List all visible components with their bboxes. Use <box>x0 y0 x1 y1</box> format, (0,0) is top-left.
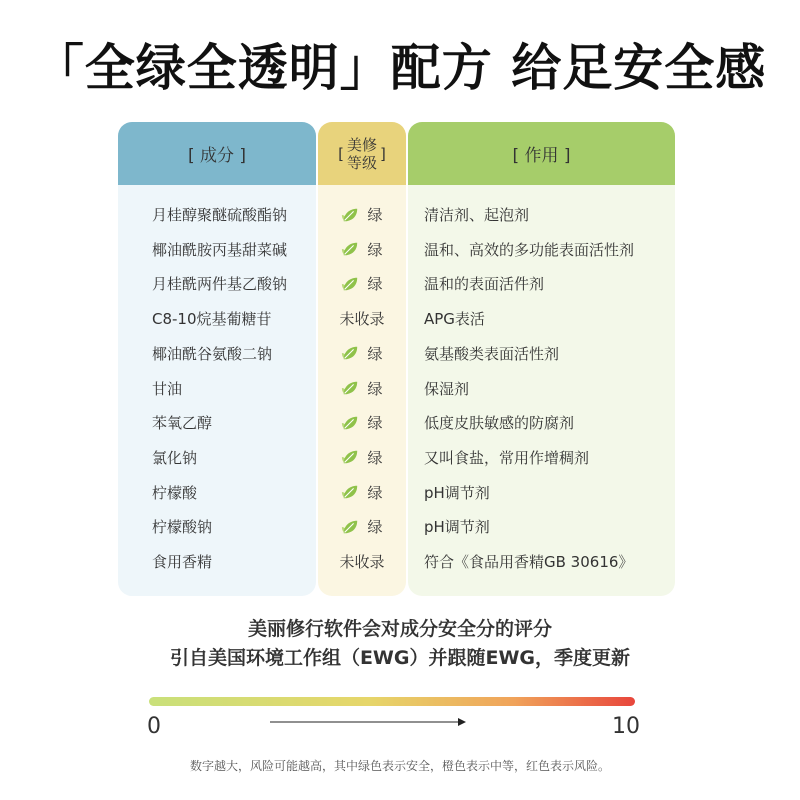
scale-max-label: 10 <box>612 714 640 739</box>
grade-header <box>318 122 406 185</box>
headline: 「全绿全透明」配方 给足安全感 <box>33 39 767 97</box>
grade-label: 绿 <box>367 379 383 398</box>
table-row <box>0 371 800 406</box>
grade-cell <box>318 516 406 537</box>
risk-footnote: 数字越大，风险可能越高，其中绿色表示安全，橙色表示中等，红色表示风险。 <box>189 759 610 773</box>
ingredient-name: 椰油酰谷氨酸二钠 <box>152 344 273 363</box>
ingredient-function: 温和、高效的多功能表面活性剂 <box>424 240 635 259</box>
ingredient-name: 柠檬酸钠 <box>152 518 213 537</box>
grade-label: 绿 <box>367 240 383 259</box>
leaf-icon <box>341 483 359 501</box>
grade-cell <box>318 273 406 294</box>
ingredient-name: 月桂醇聚醚硫酸酯钠 <box>152 206 288 224</box>
ingredient-function: 温和的表面活件剂 <box>424 275 545 294</box>
grade-cell <box>318 308 406 329</box>
grade-label: 绿 <box>367 483 383 502</box>
table-row <box>0 301 800 336</box>
ingredient-function: pH调节剂 <box>424 483 490 502</box>
table-row <box>0 440 800 475</box>
ingredient-name: 苯氧乙醇 <box>152 414 213 433</box>
grade-label: 绿 <box>367 448 383 467</box>
grade-label: 绿 <box>367 344 383 363</box>
leaf-icon <box>341 379 359 397</box>
grade-label: 绿 <box>367 518 383 537</box>
leaf-icon <box>341 275 359 293</box>
leaf-icon <box>341 240 359 258</box>
grade-header-open-bracket: [ <box>338 144 344 163</box>
arrow-right-icon <box>270 716 466 728</box>
ingredient-name: 椰油酰胺丙基甜菜碱 <box>152 240 288 259</box>
grade-cell <box>318 447 406 468</box>
ingredient-function: 保湿剂 <box>424 379 470 398</box>
table-row <box>0 405 800 440</box>
table-row <box>0 509 800 544</box>
grade-cell <box>318 378 406 399</box>
grade-label: 未收录 <box>339 310 385 329</box>
grade-cell <box>318 343 406 364</box>
grade-label: 未收录 <box>339 553 385 571</box>
ingredient-name: 甘油 <box>152 379 183 398</box>
table-row <box>0 232 800 267</box>
rating-note-line1: 美丽修行软件会对成分安全分的评分 <box>247 618 552 640</box>
ingredient-function: 低度皮肤敏感的防腐剂 <box>424 414 575 433</box>
table-row <box>0 197 800 232</box>
leaf-icon <box>341 518 359 536</box>
leaf-icon <box>341 344 359 362</box>
function-header: [ 作用 ] <box>408 122 675 185</box>
grade-label: 绿 <box>367 275 383 294</box>
grade-header-close-bracket: ] <box>380 144 386 163</box>
table-row <box>0 266 800 301</box>
ingredient-name: C8-10烷基葡糖苷 <box>152 310 272 329</box>
grade-label: 绿 <box>367 414 383 433</box>
ingredient-name: 氯化钠 <box>152 448 198 467</box>
risk-gradient-bar <box>149 697 635 706</box>
ingredient-function: 又叫食盐，常用作增稠剂 <box>424 448 590 467</box>
grade-cell <box>318 412 406 433</box>
grade-label: 绿 <box>367 206 383 224</box>
ingredient-function: 氨基酸类表面活性剂 <box>424 344 560 363</box>
table-row <box>0 336 800 371</box>
grade-cell <box>318 482 406 503</box>
ingredient-name: 月桂酰两件基乙酸钠 <box>152 275 288 294</box>
leaf-icon <box>341 414 359 432</box>
grade-header-line2: 等级 <box>346 153 377 172</box>
ingredient-function: 清洁剂、起泡剂 <box>424 206 530 224</box>
ingredient-function: APG表活 <box>424 310 485 329</box>
rating-note-line2: 引自美国环境工作组（EWG）并跟随EWG，季度更新 <box>169 647 631 669</box>
grade-header-line1: 美修 <box>346 135 377 154</box>
grade-cell <box>318 551 406 572</box>
scale-min-label: 0 <box>147 714 161 739</box>
ingredient-function: 符合《食品用香精GB 30616》 <box>424 553 634 571</box>
table-row <box>0 544 800 579</box>
ingredient-header: [ 成分 ] <box>118 122 316 185</box>
leaf-icon <box>341 448 359 466</box>
leaf-icon <box>341 206 359 224</box>
ingredient-function: pH调节剂 <box>424 518 490 537</box>
table-row <box>0 475 800 510</box>
ingredient-name: 柠檬酸 <box>152 483 198 502</box>
grade-cell <box>318 239 406 260</box>
ingredient-name: 食用香精 <box>152 553 213 571</box>
grade-cell <box>318 204 406 225</box>
